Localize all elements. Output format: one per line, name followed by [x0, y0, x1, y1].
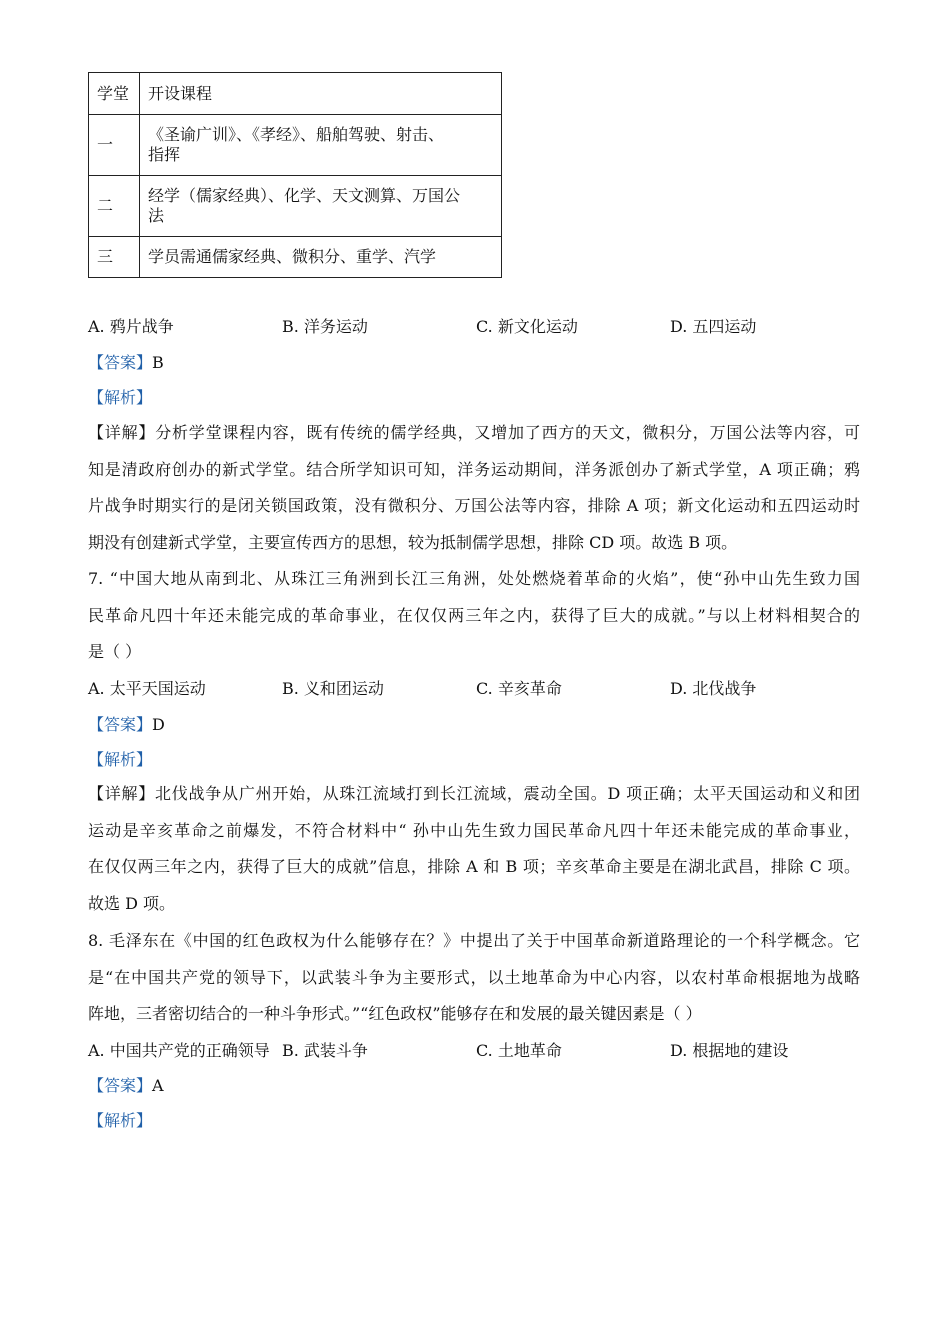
q7-answer: 【答案】D: [88, 715, 165, 734]
q8-stem: 8. 毛泽东在《中国的红色政权为什么能够存在？》中提出了关于中国革命新道路理论的一个科学概念。它 是“在中国共产党的领导下，以武装斗争为主要形式，以土地革命为中心内容，以农村革命根据地为战略 阵地，三者密切结合的一种斗争形式。”“红色政权”能够存在和发展的最关键因素是（ ）: [88, 931, 860, 1023]
q6-option-c: C. 新文化运动: [476, 317, 578, 336]
q7-option-a: A. 太平天国运动: [88, 679, 206, 698]
table-row: [89, 237, 502, 278]
q8-option-d: D. 根据地的建设: [670, 1041, 789, 1060]
q8-answer: 【答案】A: [88, 1076, 164, 1095]
table-header-courses: 开设课程: [140, 73, 502, 115]
q6-option-a: A. 鸦片战争: [88, 317, 174, 336]
q8-analysis-label: 【解析】: [88, 1111, 153, 1130]
q7-detail: 【详解】北伐战争从广州开始，从珠江流域打到长江流域，震动全国。D 项正确；太平天国运动和义和团 运动是辛亥革命之前爆发，不符合材料中“ 孙中山先生致力国民革命凡四十年还未能完成的革命事业， 在仅仅两三年之内，获得了巨大的成就”信息，排除 A 和 B 项；辛亥革命主要是在湖北武昌，排除 C 项。 故选 D 项。: [88, 784, 860, 913]
q6-option-d: D. 五四运动: [670, 317, 757, 336]
table-cell-courses: 学员需通儒家经典、微积分、重学、汽学: [140, 237, 502, 278]
q8-option-b: B. 武装斗争: [282, 1041, 368, 1060]
table-row: [89, 115, 502, 176]
q8-option-a: A. 中国共产党的正确领导: [88, 1041, 270, 1060]
q7-option-d: D. 北伐战争: [670, 679, 757, 698]
table-cell-courses: 《圣谕广训》、《孝经》、船舶驾驶、射击、 指挥: [140, 115, 502, 176]
table-cell-school: 一: [89, 115, 140, 176]
table-cell-school: 二: [89, 176, 140, 237]
table-header-school: 学堂: [89, 73, 140, 115]
q8-option-c: C. 土地革命: [476, 1041, 562, 1060]
q6-answer: 【答案】B: [88, 353, 164, 372]
q6-detail: 【详解】分析学堂课程内容，既有传统的儒学经典，又增加了西方的天文，微积分，万国公法等内容，可 知是清政府创办的新式学堂。结合所学知识可知，洋务运动期间，洋务派创办了新式学堂，A 项正确；鸦 片战争时期实行的是闭关锁国政策，没有微积分、万国公法等内容，排除 A 项；新文化运动和五四运动时 期没有创建新式学堂，主要宣传西方的思想，较为抵制儒学思想，排除 CD 项。故选 B 项。: [88, 423, 860, 552]
table-header-row: [89, 73, 502, 115]
detail-label: 【详解】: [88, 423, 156, 442]
q7-analysis-label: 【解析】: [88, 750, 153, 769]
detail-label: 【详解】: [88, 784, 156, 803]
q7-stem: 7. “中国大地从南到北、从珠江三角洲到长江三角洲，处处燃烧着革命的火焰”，使“孙中山先生致力国 民革命凡四十年还未能完成的革命事业，在仅仅两三年之内，获得了巨大的成就。”与以上材料相契合的 是（ ）: [88, 569, 860, 661]
q6-option-b: B. 洋务运动: [282, 317, 368, 336]
q6-analysis-label: 【解析】: [88, 388, 153, 407]
q7-option-c: C. 辛亥革命: [476, 679, 562, 698]
table-cell-courses: 经学（儒家经典）、化学、天文测算、万国公 法: [140, 176, 502, 237]
table-row: [89, 176, 502, 237]
courses-table: [88, 72, 502, 278]
table-cell-school: 三: [89, 237, 140, 278]
q7-option-b: B. 义和团运动: [282, 679, 384, 698]
